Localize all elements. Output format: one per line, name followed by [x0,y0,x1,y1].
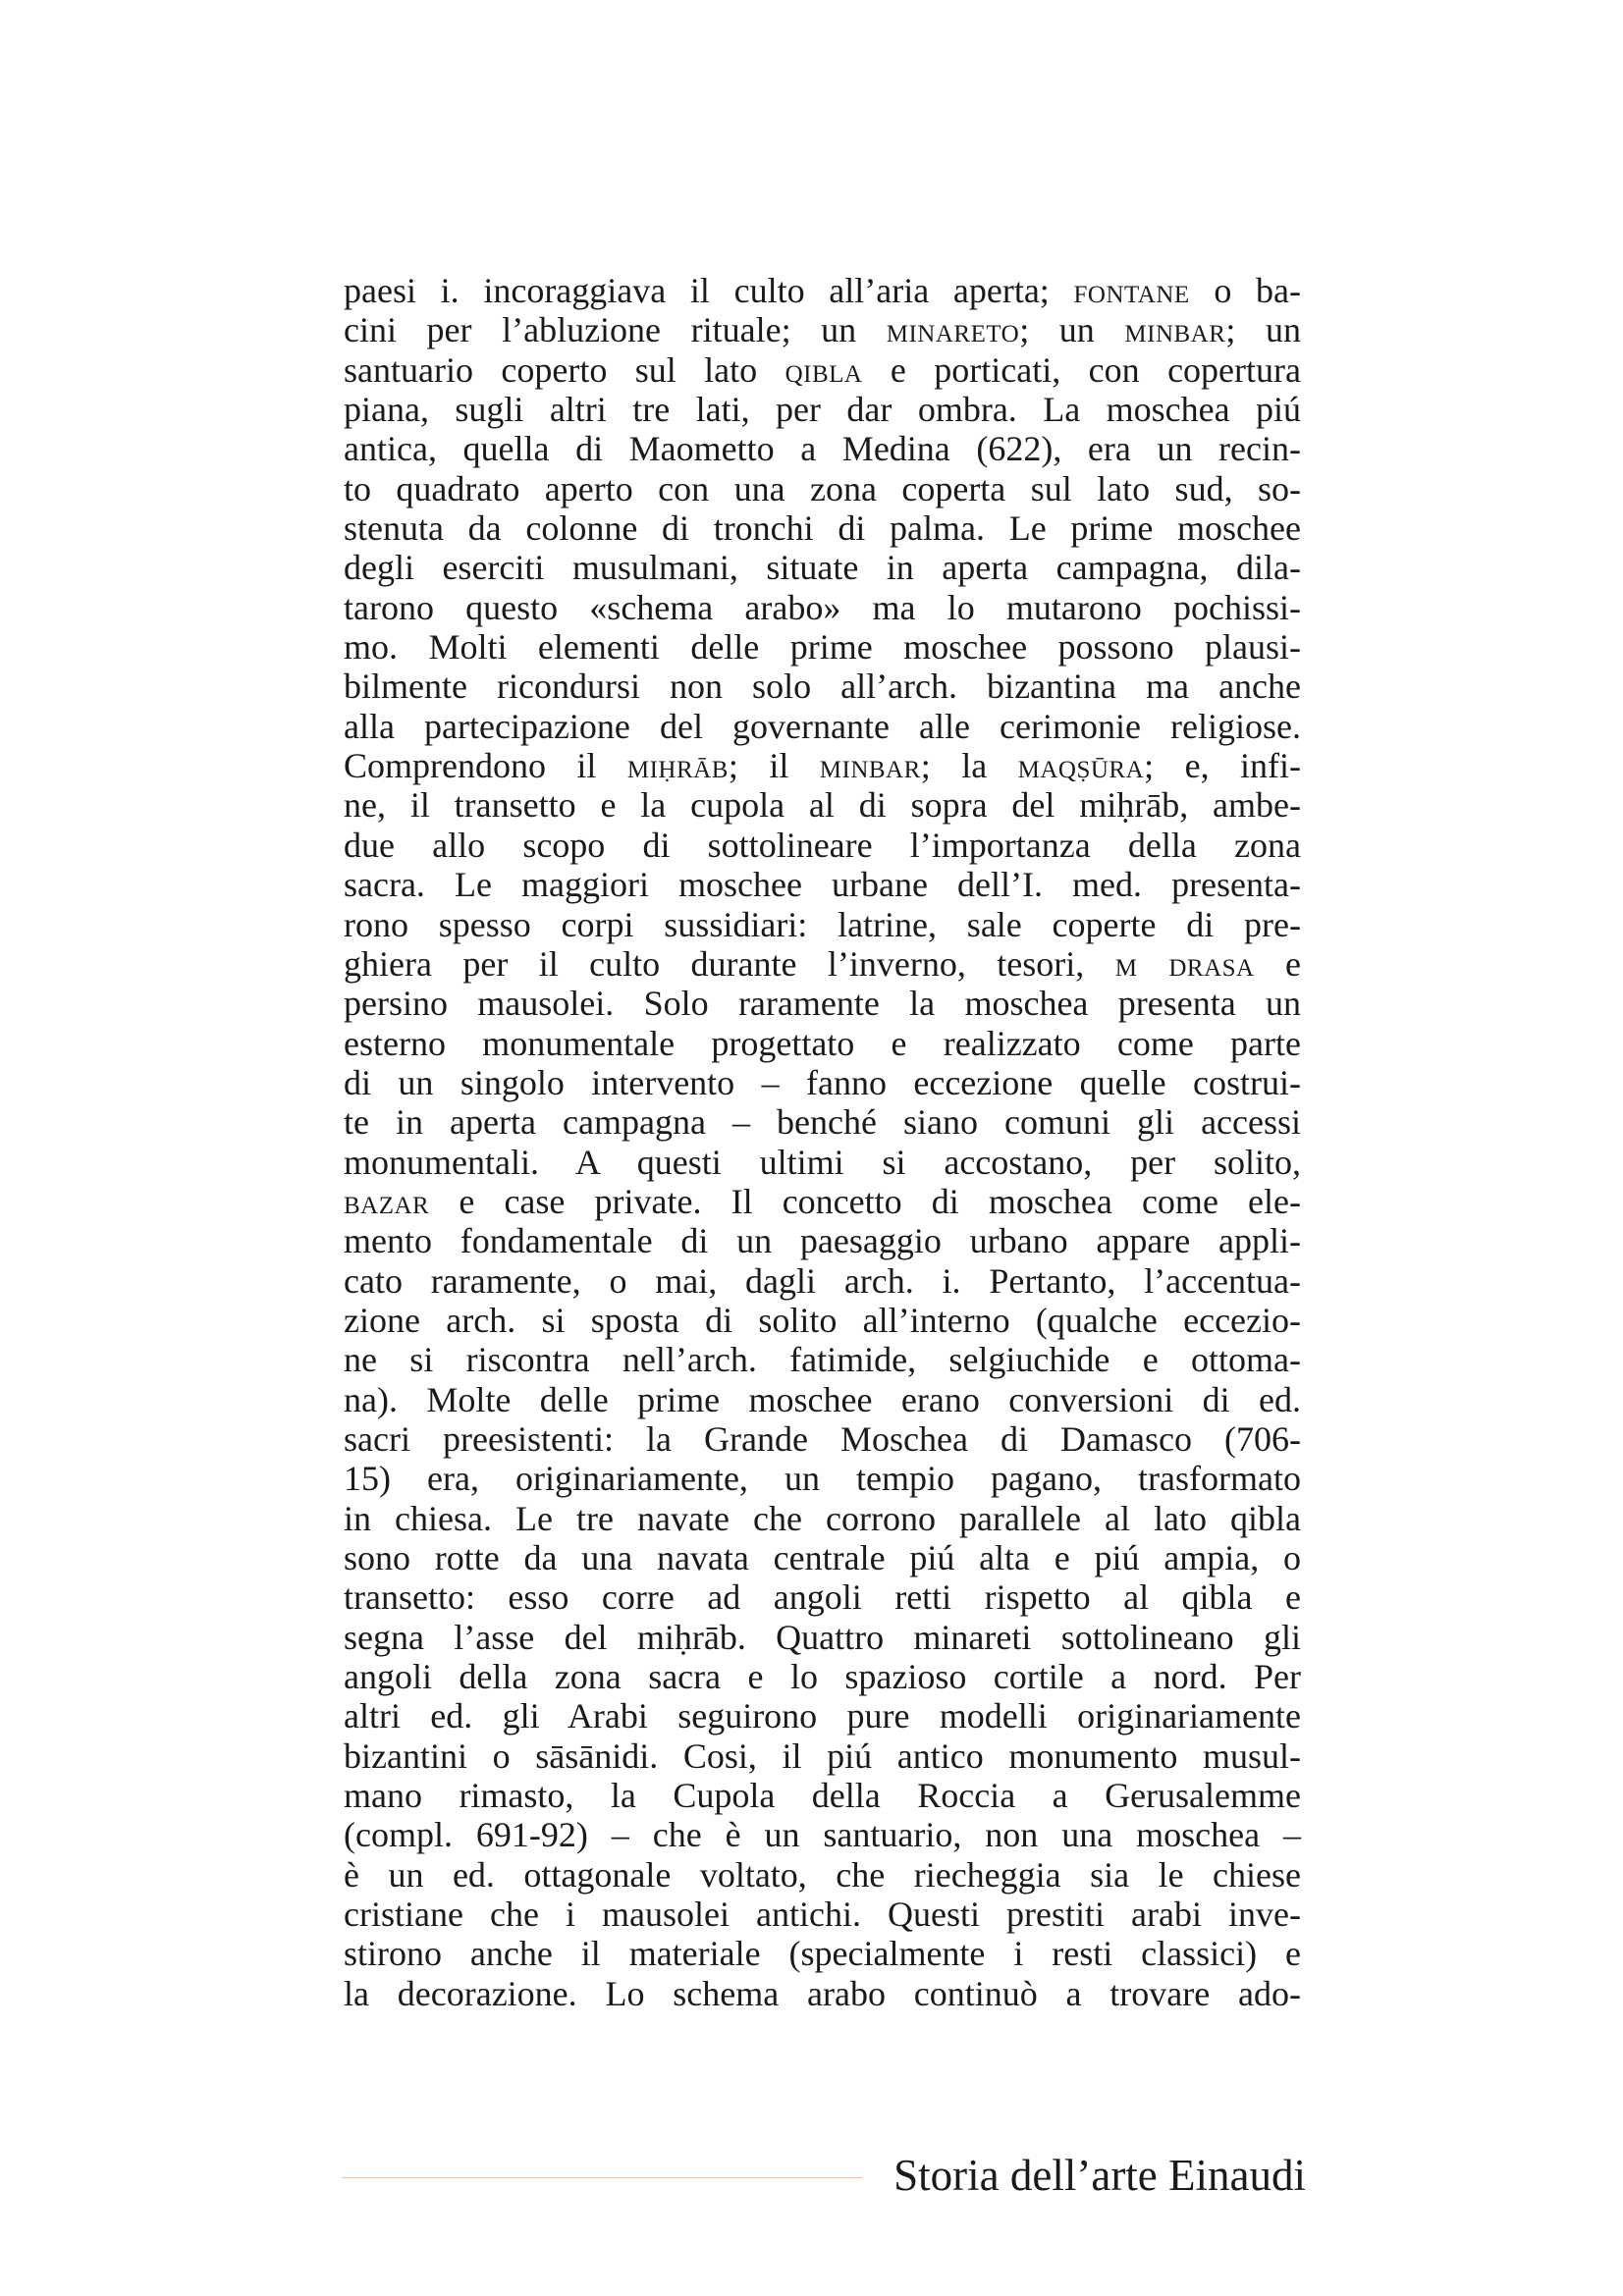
text-line [344,588,1301,627]
text-line [344,1815,1301,1854]
cross-reference: bazar [344,1181,430,1221]
text-line [344,667,1301,706]
text-line [344,1459,1301,1498]
text-line [344,1221,1301,1260]
cross-reference: fontane [1073,271,1190,310]
text-run: segna l’asse del miḥrāb. Quattro minareti sottolineano gli [344,1617,1301,1657]
text-run: ; il [728,746,820,786]
cross-reference: minareto [886,310,1020,350]
text-line [344,785,1301,825]
text-line [344,310,1301,349]
text-line [344,984,1301,1023]
text-line [344,905,1301,944]
text-line [344,1934,1301,1973]
text-line [344,1696,1301,1735]
text-run: in chiesa. Le tre navate che corrono parallele al lato qibla [344,1498,1301,1538]
text-run: ; e, infi- [1144,746,1302,786]
text-line [344,1063,1301,1102]
text-line [344,1538,1301,1577]
text-run: bilmente ricondursi non solo all’arch. bizantina ma anche [344,667,1301,707]
text-run: e [1254,943,1301,984]
text-run: stenuta da colonne di tronchi di palma. Le prime moschee [344,508,1301,549]
text-run: sacri preesistenti: la Grande Moschea di Damasco (706- [344,1418,1301,1459]
text-line [344,1577,1301,1617]
text-line [344,627,1301,667]
text-run: tarono questo «schema arabo» ma lo mutarono pochissi- [344,587,1301,627]
text-run: cristiane che i mausolei antichi. Questi prestiti arabi inve- [344,1895,1301,1935]
text-line [344,1895,1301,1934]
text-run: degli eserciti musulmani, situate in aperta campagna, dila- [344,548,1301,588]
text-run: e porticati, con copertura [862,349,1301,390]
cross-reference: m drasa [1114,943,1255,984]
text-run: e case private. Il concetto di moschea come ele- [429,1181,1301,1221]
text-line [344,350,1301,390]
body-text [344,271,1301,2013]
text-run: bizantini o sāsānidi. Cosi, il piú antico monumento musul- [344,1735,1301,1776]
text-run: piana, sugli altri tre lati, per dar ombra. La moschea piú [344,390,1301,430]
text-run: di un singolo intervento – fanno eccezione quelle costrui- [344,1062,1301,1102]
cross-reference: miḥrāb [626,746,729,786]
text-line [344,944,1301,984]
text-line [344,1024,1301,1063]
text-line [344,429,1301,468]
text-line [344,1855,1301,1895]
text-run: mano rimasto, la Cupola della Roccia a Gerusalemme [344,1776,1301,1816]
text-line [344,508,1301,548]
text-run: sacra. Le maggiori moschee urbane dell’I. med. presenta- [344,865,1301,905]
text-line [344,826,1301,865]
text-run: cato raramente, o mai, dagli arch. i. Pertanto, l’accentua- [344,1260,1301,1301]
text-run: è un ed. ottagonale voltato, che riecheggia sia le chiese [344,1854,1301,1895]
text-line [344,548,1301,587]
text-run: persino mausolei. Solo raramente la moschea presenta un [344,984,1301,1024]
text-run: due allo scopo di sottolineare l’importanza della zona [344,825,1301,865]
text-run: santuario coperto sul lato [344,349,785,390]
text-run: te in aperta campagna – benché siano comuni gli accessi [344,1102,1301,1143]
text-run: sono rotte da una navata centrale piú alta e piú ampia, o [344,1538,1301,1577]
text-line [344,271,1301,310]
text-line [344,1380,1301,1419]
text-run: to quadrato aperto con una zona coperta sul lato sud, so- [344,468,1301,508]
text-run: paesi i. incoraggiava il culto all’aria aperta; [344,271,1074,310]
text-run: ne si riscontra nell’arch. fatimide, selgiuchide e ottoma- [344,1340,1301,1380]
text-run: zione arch. si sposta di solito all’interno (qualche eccezio- [344,1300,1301,1340]
text-run: cini per l’abluzione rituale; un [344,310,887,350]
text-line [344,1499,1301,1538]
text-line [344,707,1301,746]
text-line [344,1776,1301,1815]
text-run: ; la [920,746,1018,786]
text-run: alla partecipazione del governante alle cerimonie religiose. [344,706,1301,746]
text-run: transetto: esso corre ad angoli retti rispetto al qibla e [344,1577,1301,1618]
text-line [344,1974,1301,2013]
text-line [344,390,1301,429]
footer-title: Storia dell’arte Einaudi [893,2151,1306,2200]
text-run: mo. Molti elementi delle prime moschee possono plausi- [344,627,1301,667]
text-run: stirono anche il materiale (specialmente i resti classici) e [344,1934,1301,1974]
text-line [344,1301,1301,1340]
text-line [344,1419,1301,1459]
text-line [344,746,1301,785]
text-line [344,1143,1301,1182]
text-run: esterno monumentale progettato e realizzato come parte [344,1023,1301,1063]
text-run: rono spesso corpi sussidiari: latrine, sale coperte di pre- [344,904,1301,944]
text-run: ne, il transetto e la cupola al di sopra del miḥrāb, ambe- [344,785,1301,826]
text-run: la decorazione. Lo schema arabo continuò a trovare ado- [344,1973,1301,2013]
text-run: 15) era, originariamente, un tempio pagano, trasformato [344,1459,1301,1499]
text-run: monumentali. A questi ultimi si accostano, per solito, [344,1142,1301,1182]
text-line [344,1618,1301,1657]
text-run: Comprendono il [344,746,627,786]
text-run: ; un [1019,310,1125,350]
cross-reference: maqṣūra [1017,746,1145,786]
text-line [344,1261,1301,1301]
text-run: o ba- [1189,271,1302,310]
cross-reference: qibla [784,349,863,390]
text-line [344,1340,1301,1379]
text-run: ghiera per il culto durante l’inverno, tesori, [344,943,1115,984]
text-line [344,1182,1301,1221]
text-run: na). Molte delle prime moschee erano conversioni di ed. [344,1379,1301,1419]
text-run: antica, quella di Maometto a Medina (622), era un recin- [344,429,1301,469]
text-run: ; un [1225,310,1301,350]
text-line [344,1736,1301,1776]
text-run: (compl. 691-92) – che è un santuario, non una moschea – [344,1815,1301,1855]
text-line [344,1657,1301,1696]
text-line [344,1102,1301,1142]
text-line [344,865,1301,904]
cross-reference: minbar [1124,310,1226,350]
cross-reference: minbar [819,746,921,786]
text-run: mento fondamentale di un paesaggio urbano appare appli- [344,1221,1301,1261]
text-run: altri ed. gli Arabi seguirono pure modelli originariamente [344,1696,1301,1736]
text-line [344,469,1301,508]
text-run: angoli della zona sacra e lo spazioso cortile a nord. Per [344,1657,1301,1697]
footer-rule [342,2177,862,2178]
